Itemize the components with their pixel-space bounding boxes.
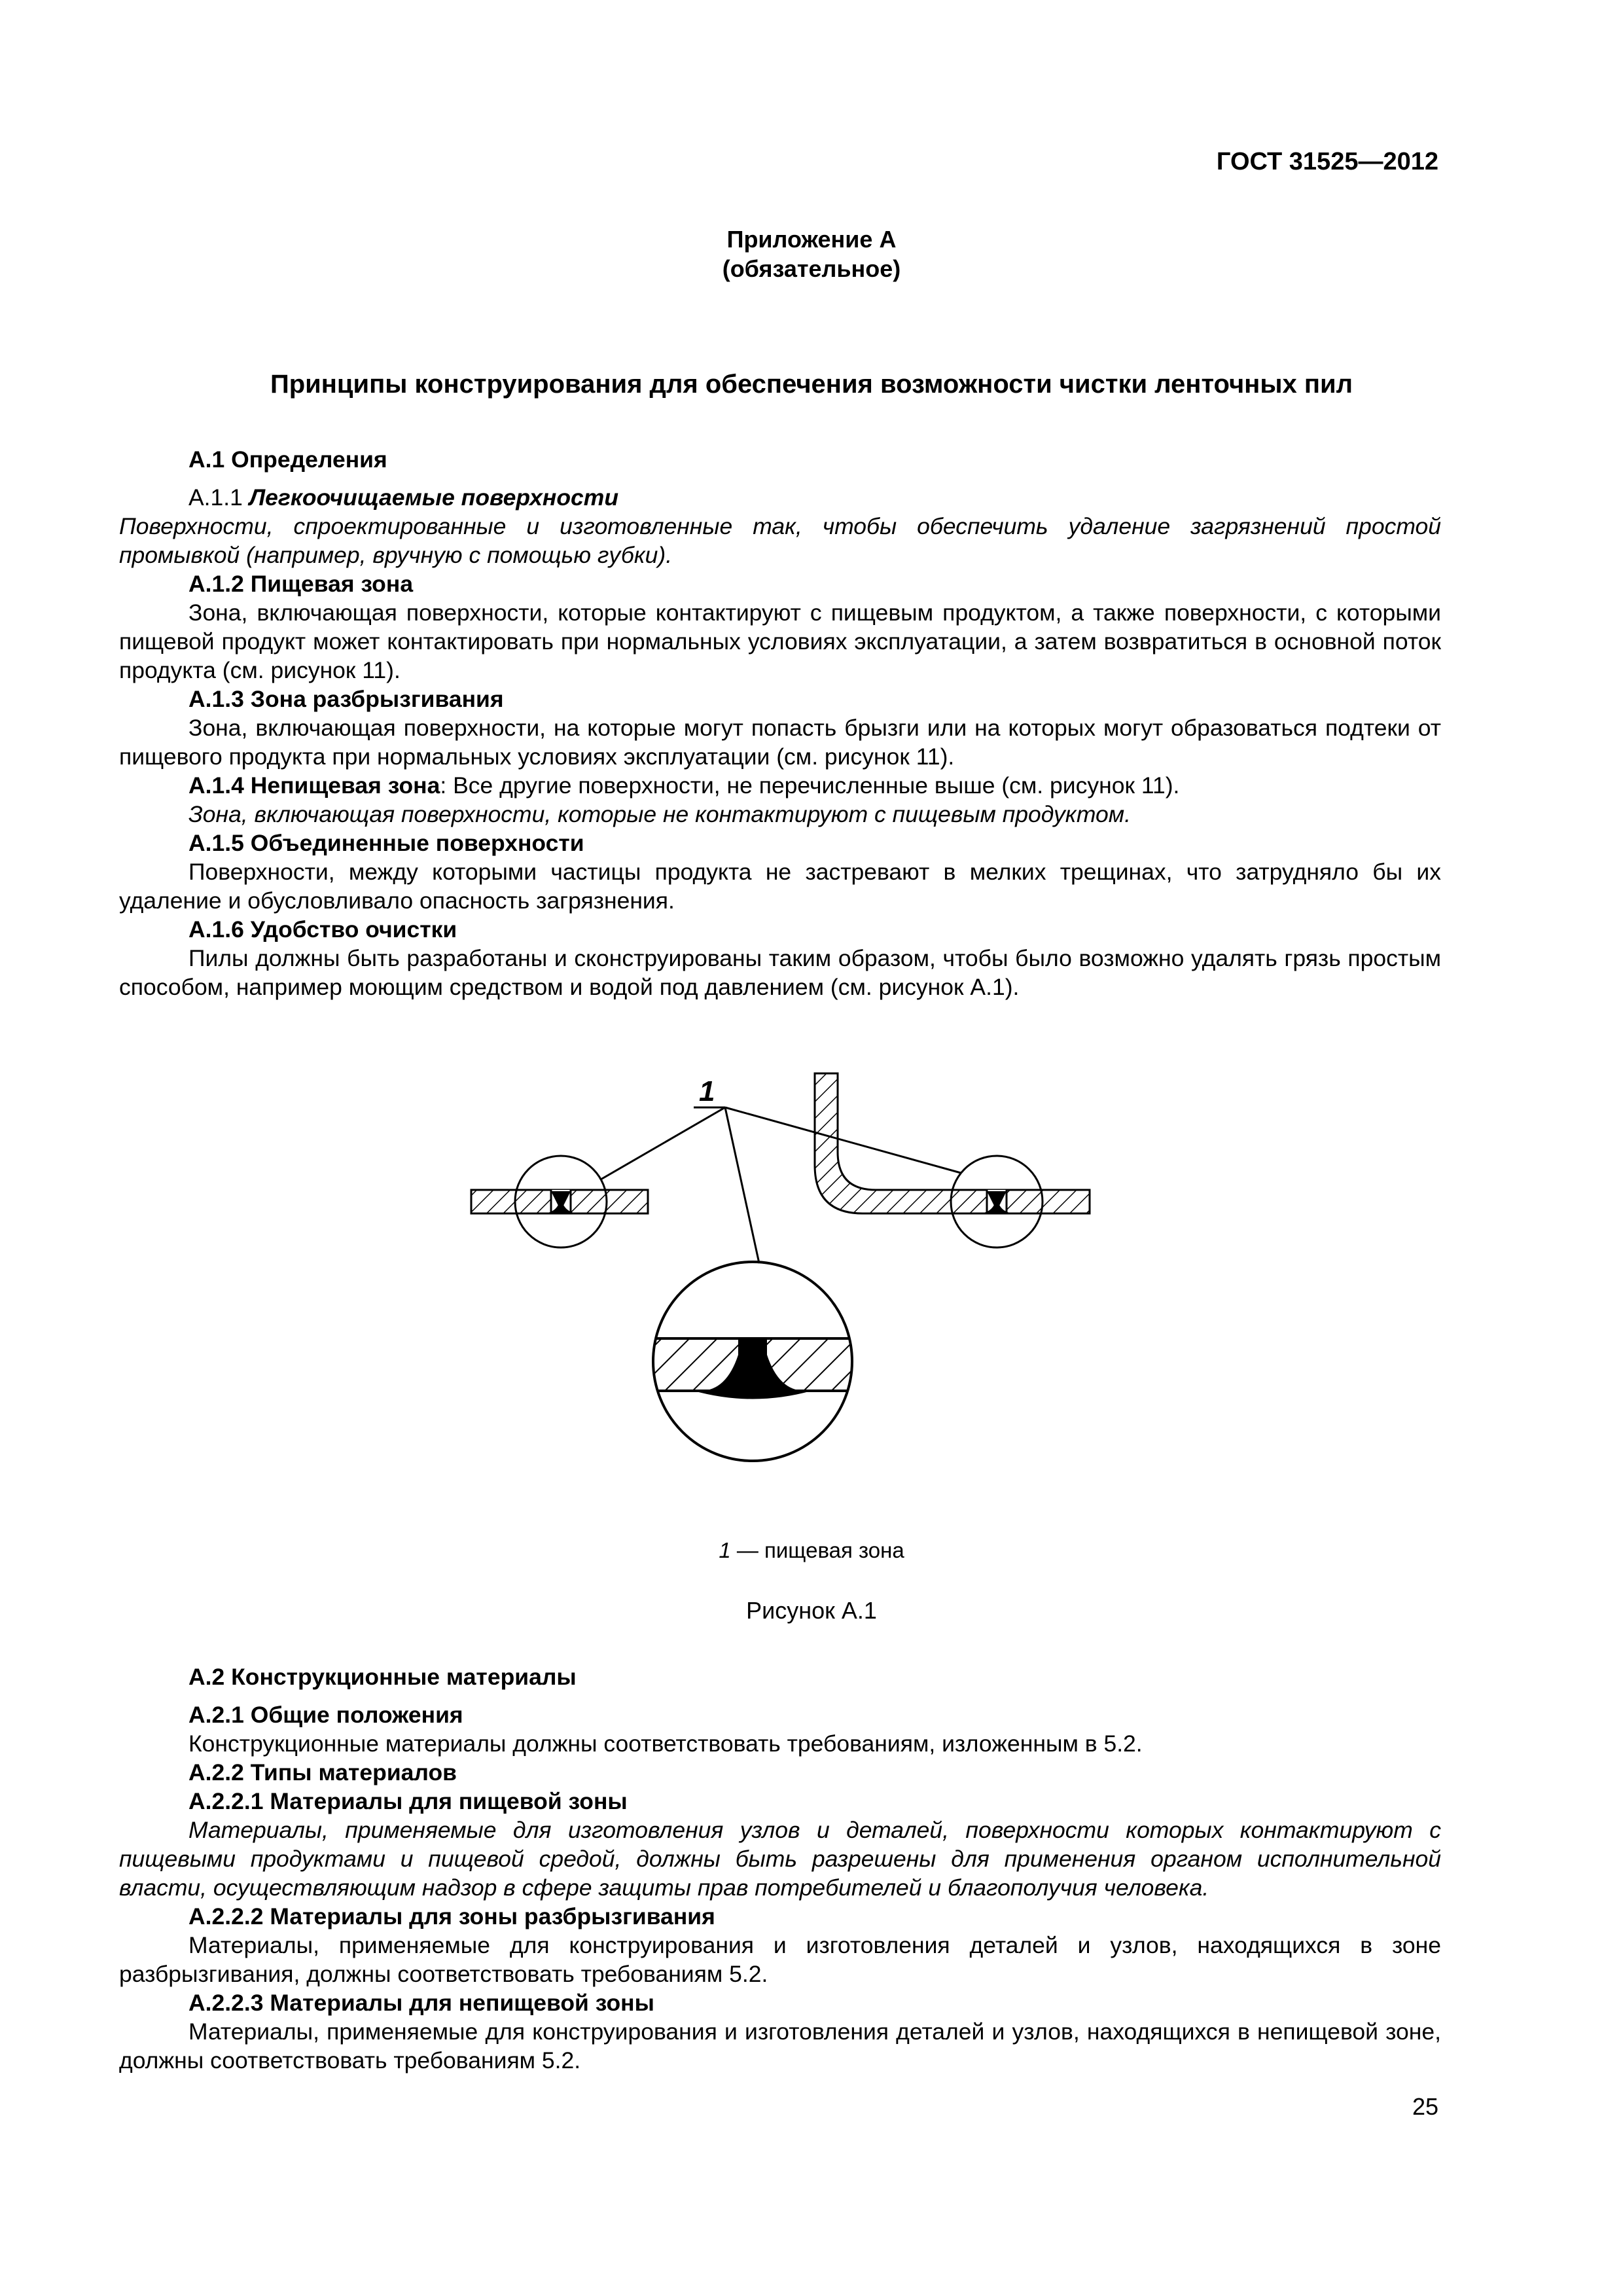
clause-a116-text: Пилы должны быть разработаны и сконструированы таким образом, чтобы было возможно удалять грязь простым способом, например моющим средством и водой под давлением (см. рисунок А.1). [119, 945, 1441, 1000]
clause-a222-heading: А.2.2 Типы материалов [188, 1759, 457, 1785]
section-a2-heading: А.2 Конструкционные материалы [188, 1664, 577, 1690]
clause-a221-text: Конструкционные материалы должны соответствовать требованиям, изложенным в 5.2. [188, 1731, 1143, 1757]
figure-callout: 1 [699, 1075, 715, 1107]
clause-a114 [119, 771, 1441, 800]
right-plate [815, 1073, 1090, 1247]
clause-a114-text: : Все другие поверхности, не перечисленные выше (см. рисунок 11). [440, 772, 1180, 798]
clause-a2223-text: Материалы, применяемые для конструирования и изготовления деталей и узлов, находящихся в непищевой зоне, должны соответствовать требованиям 5.2. [119, 2018, 1441, 2073]
figure-caption: Рисунок А.1 [746, 1597, 877, 1624]
section-a1 [119, 445, 1441, 1001]
clause-a115-text: Поверхности, между которыми частицы продукта не застревают в мелких трещинах, что затрудняло бы их удаление и обусловливало опасность загрязнения. [119, 859, 1441, 914]
legend-text: — пищевая зона [730, 1538, 904, 1562]
left-plate [471, 1156, 648, 1247]
section-a1-heading: А.1 Определения [188, 446, 387, 473]
document-title: Принципы конструирования для обеспечения возможности чистки ленточных пил [270, 370, 1353, 399]
clause-a114-italic: Зона, включающая поверхности, которые не контактируют с пищевым продуктом. [188, 801, 1131, 827]
appendix-status: (обязательное) [722, 255, 901, 282]
clause-a111-text: Поверхности, спроектированные и изготовленные так, чтобы обеспечить удаление загрязнений простой промывкой (например, вручную с помощью губки). [119, 513, 1441, 568]
clause-a112-text: Зона, включающая поверхности, которые контактируют с пищевым продуктом, а также поверхности, с которыми пищевой продукт может контактировать при нормальных условиях эксплуатации, а затем возвратиться в основной поток продукта (см. рисунок 11). [119, 600, 1441, 683]
clause-a111-heading: А.1.1 Легкоочищаемые поверхности [188, 484, 619, 511]
legend-number: 1 [719, 1538, 731, 1562]
figure-a1-drawing [458, 1047, 1113, 1518]
clause-a111-term: Легкоочищаемые поверхности [249, 484, 619, 511]
appendix-title: Приложение А [726, 226, 897, 253]
clause-a113-heading: А.1.3 Зона разбрызгивания [188, 686, 504, 712]
clause-a2222-heading: А.2.2.2 Материалы для зоны разбрызгивания [188, 1903, 715, 1929]
section-a2 [119, 1662, 1441, 2075]
clause-a2222-text: Материалы, применяемые для конструирования и изготовления деталей и узлов, находящихся в зоне разбрызгивания, должны соответствовать требованиям 5.2. [119, 1932, 1441, 1987]
leader-lines [601, 1107, 961, 1263]
clause-a112-heading: А.1.2 Пищевая зона [188, 571, 414, 597]
clause-a116-heading: А.1.6 Удобство очистки [188, 916, 457, 942]
standard-code: ГОСТ 31525—2012 [1216, 148, 1438, 175]
figure-legend [0, 1538, 1623, 1563]
clause-a221-heading: А.2.1 Общие положения [188, 1702, 463, 1728]
clause-a2221-text: Материалы, применяемые для изготовления узлов и деталей, поверхности которых контактируют с пищевыми продуктами и пищевой средой, должны быть разрешены для применения органом исполнительной власти, осуществляющим надзор в сфере защиты прав потребителей и благополучия человека. [119, 1817, 1441, 1901]
page-number: 25 [1412, 2093, 1438, 2120]
figure-a1 [458, 1047, 1113, 1558]
clause-a115-heading: А.1.5 Объединенные поверхности [188, 830, 584, 856]
clause-a114-heading: А.1.4 Непищевая зона [188, 772, 440, 798]
clause-a113-text: Зона, включающая поверхности, на которые могут попасть брызги или на которых могут образоваться подтеки от пищевого продукта при нормальных условиях эксплуатации (см. рисунок 11). [119, 715, 1441, 770]
clause-a2223-heading: А.2.2.3 Материалы для непищевой зоны [188, 1990, 654, 2016]
clause-a2221-heading: А.2.2.1 Материалы для пищевой зоны [188, 1788, 628, 1814]
enlarged-detail [648, 1262, 857, 1461]
